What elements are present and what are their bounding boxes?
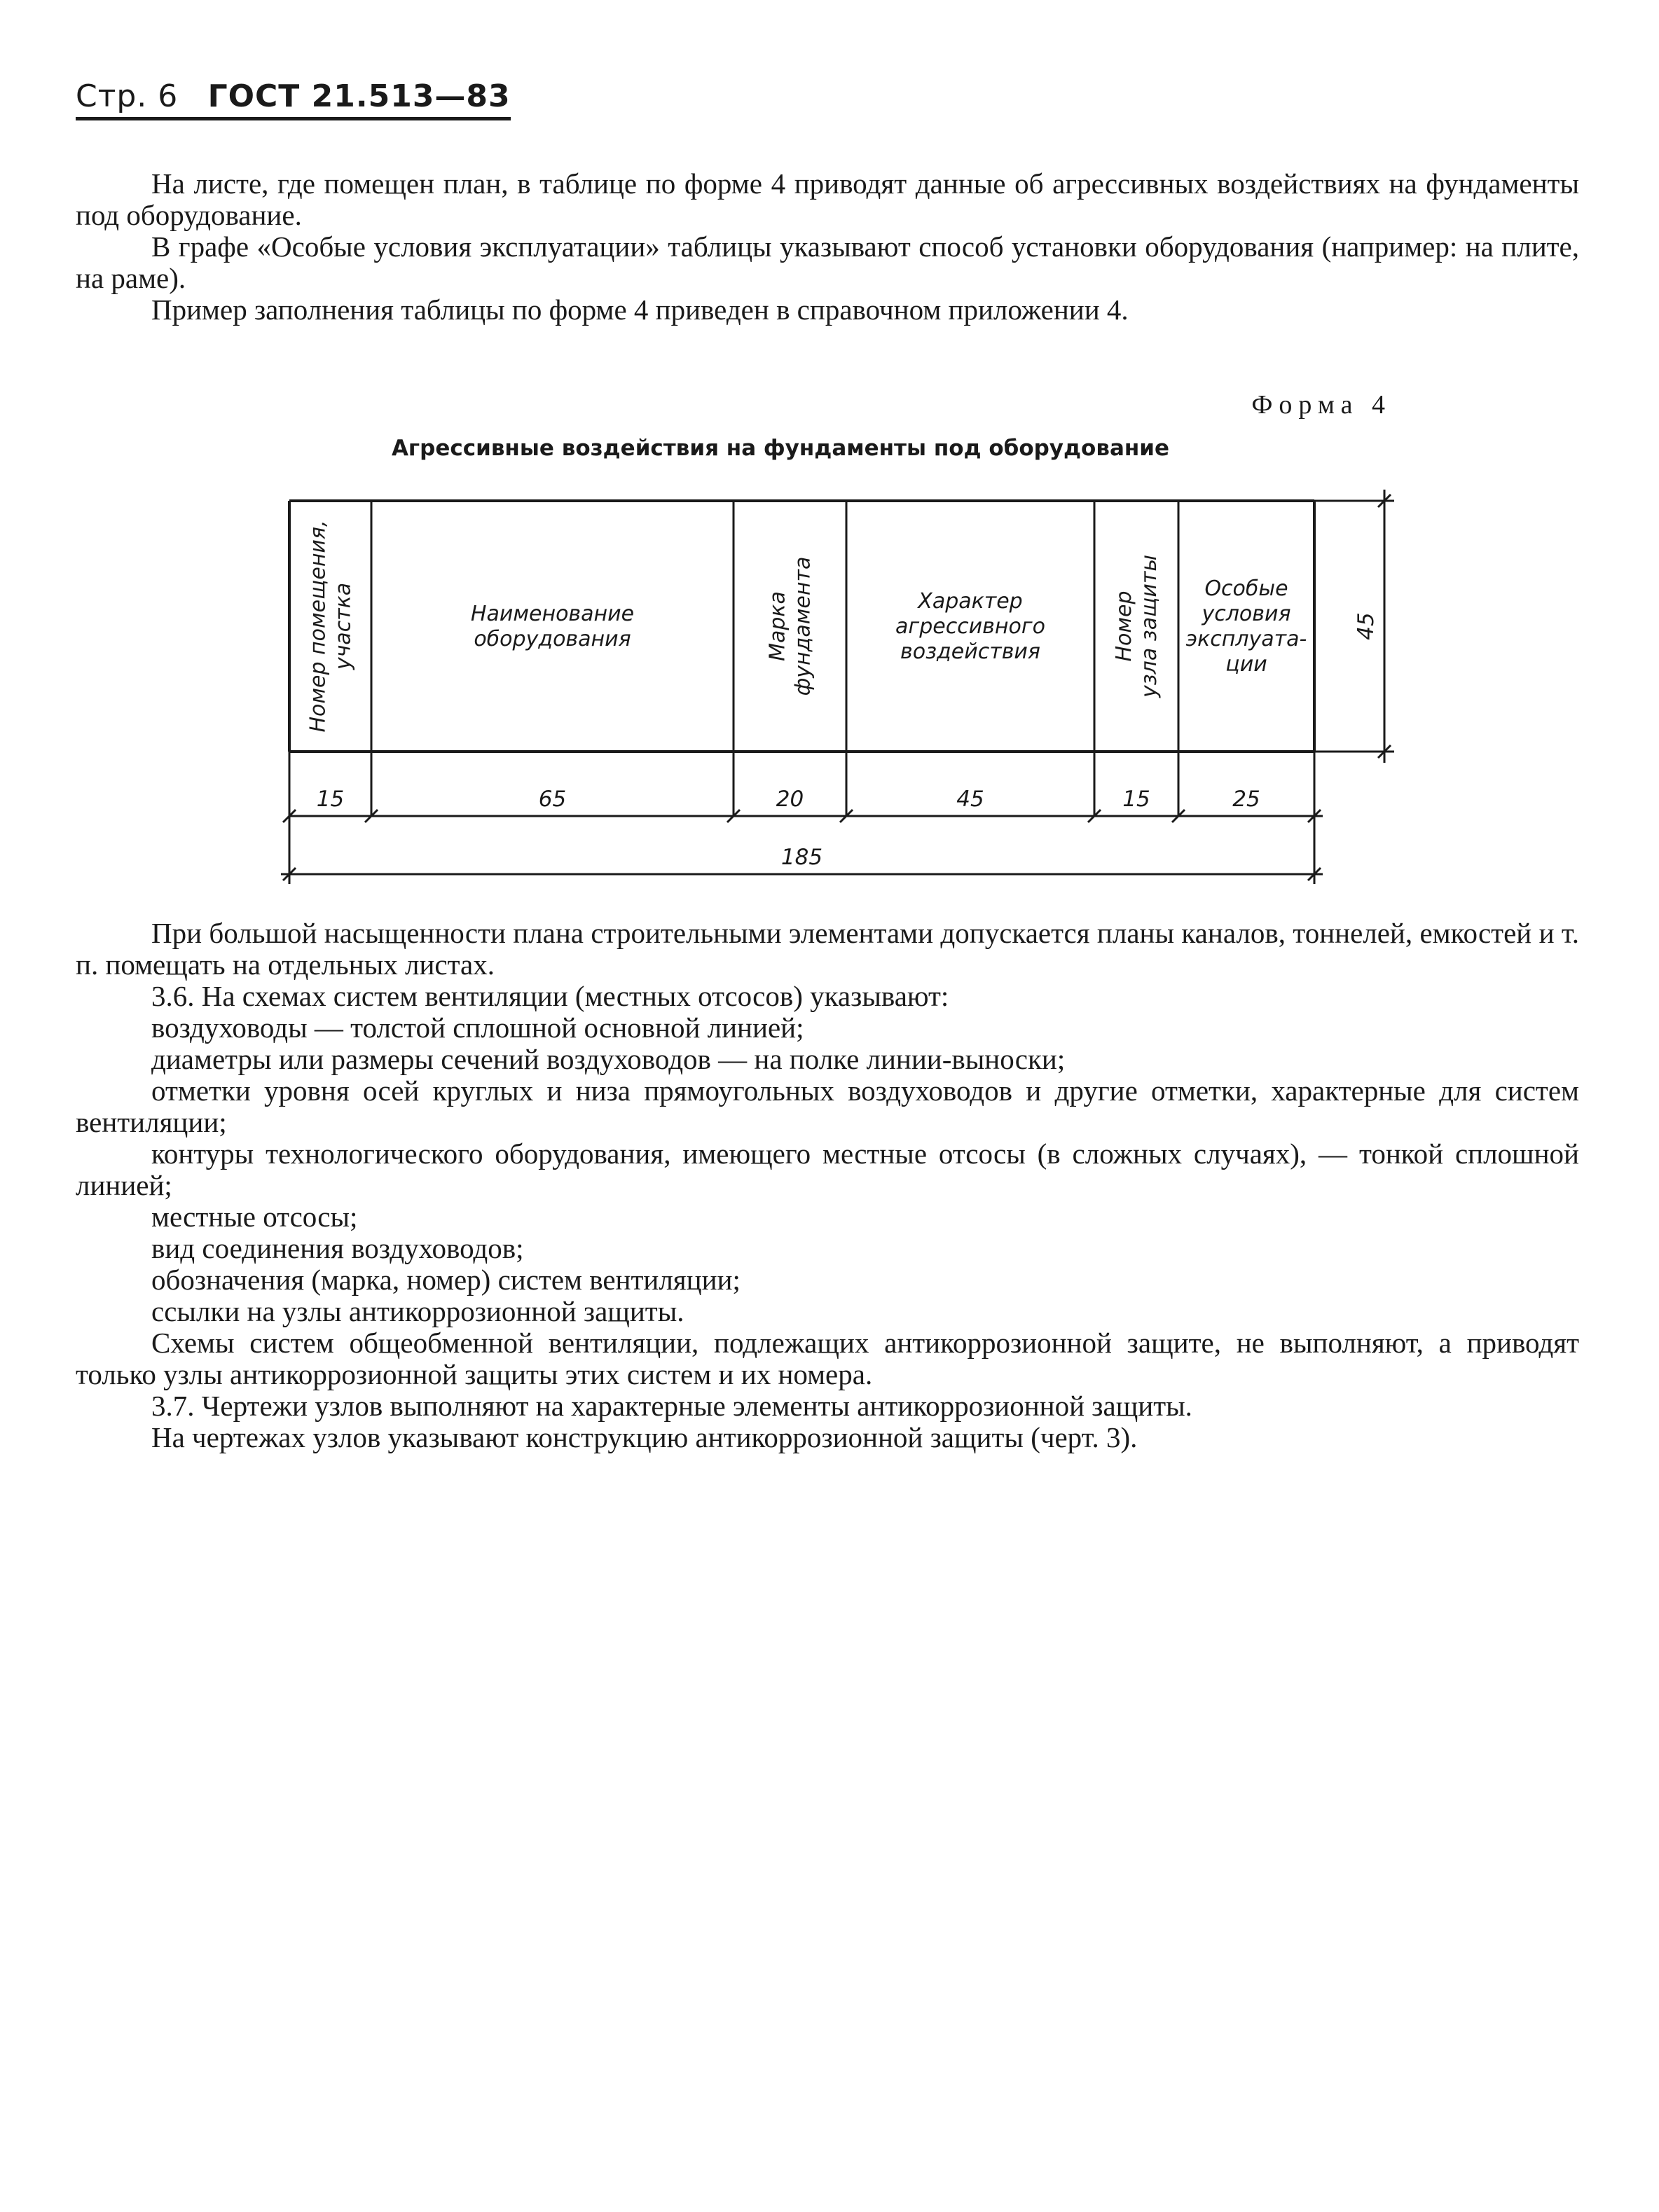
body-paragraph: На чертежах узлов указывают конструкцию антикоррозионной защиты (черт. 3).	[151, 1421, 1138, 1453]
column-header-text: участка	[331, 582, 356, 670]
body-paragraph: При большой насыщенности плана строительными элементами допускается планы каналов, тоннелей, емкостей и т. п. помещать на отдельных листах.	[76, 917, 1579, 981]
column-header-text: воздействия	[900, 640, 1040, 664]
body-paragraph: диаметры или размеры сечений воздуховодов — на полке линии-выноски;	[151, 1043, 1066, 1075]
body-paragraph: 3.6. На схемах систем вентиляции (местных отсосов) указывают:	[151, 980, 949, 1012]
body-paragraph: воздуховоды — толстой сплошной основной линией;	[151, 1011, 804, 1044]
body-paragraph: вид соединения воздуховодов;	[151, 1232, 524, 1264]
body-text	[76, 918, 1579, 1453]
body-paragraph: контуры технологического оборудования, имеющего местные отсосы (в сложных случаях), — тонкой сплошной линией;	[76, 1138, 1579, 1201]
body-paragraph: отметки уровня осей круглых и низа прямоугольных воздуховодов и другие отметки, характерные для систем вентиляции;	[76, 1074, 1579, 1138]
column-header-text: ции	[1225, 652, 1267, 677]
column-header-text: Наименование	[470, 602, 635, 626]
column-width-label: 65	[538, 787, 567, 812]
column-header-text: Особые	[1204, 576, 1288, 601]
form-title: Агрессивные воздействия на фундаменты под оборудование	[391, 436, 1170, 461]
header-height-label: 45	[1354, 612, 1379, 640]
column-width-label: 25	[1232, 787, 1260, 812]
total-width-label: 185	[780, 845, 823, 870]
column-width-label: 45	[956, 787, 984, 812]
column-header-text: Характер	[918, 589, 1023, 614]
body-paragraph: 3.7. Чертежи узлов выполняют на характерные элементы антикоррозионной защиты.	[151, 1390, 1192, 1422]
form-4-drawing	[0, 0, 1659, 911]
column-header-text: Номер	[1112, 590, 1136, 662]
column-header-text: фундамента	[790, 556, 815, 696]
body-paragraph: ссылки на узлы антикоррозионной защиты.	[151, 1295, 684, 1327]
standard-designation: ГОСТ 21.513—83	[207, 78, 511, 114]
column-header-text: Марка	[765, 591, 790, 661]
column-width-label: 15	[1122, 787, 1150, 812]
page-number: Стр. 6	[76, 78, 179, 114]
intro-paragraph: На листе, где помещен план, в таблице по форме 4 приводят данные об агрессивных воздействиях на фундаменты под оборудование.	[76, 167, 1579, 231]
form-label: Форма 4	[1251, 390, 1391, 420]
column-header-text: условия	[1202, 602, 1291, 626]
column-header-text: агрессивного	[895, 614, 1045, 639]
column-header-text: эксплуата-	[1185, 627, 1307, 651]
column-header-text: Номер помещения,	[305, 520, 331, 733]
column-header-text: оборудования	[474, 627, 631, 651]
intro-paragraph: В графе «Особые условия эксплуатации» таблицы указывают способ установки оборудования (например: на плите, на раме).	[76, 230, 1579, 294]
body-paragraph: Схемы систем общеобменной вентиляции, подлежащих антикоррозионной защите, не выполняют, а приводят только узлы антикоррозионной защиты этих систем и их номера.	[76, 1327, 1579, 1390]
column-header-text: узла защиты	[1137, 554, 1162, 698]
body-paragraph: обозначения (марка, номер) систем вентиляции;	[151, 1264, 741, 1296]
column-width-label: 20	[776, 787, 804, 812]
column-width-label: 15	[316, 787, 345, 812]
intro-paragraph: Пример заполнения таблицы по форме 4 приведен в справочном приложении 4.	[151, 293, 1129, 326]
body-paragraph: местные отсосы;	[151, 1201, 358, 1233]
